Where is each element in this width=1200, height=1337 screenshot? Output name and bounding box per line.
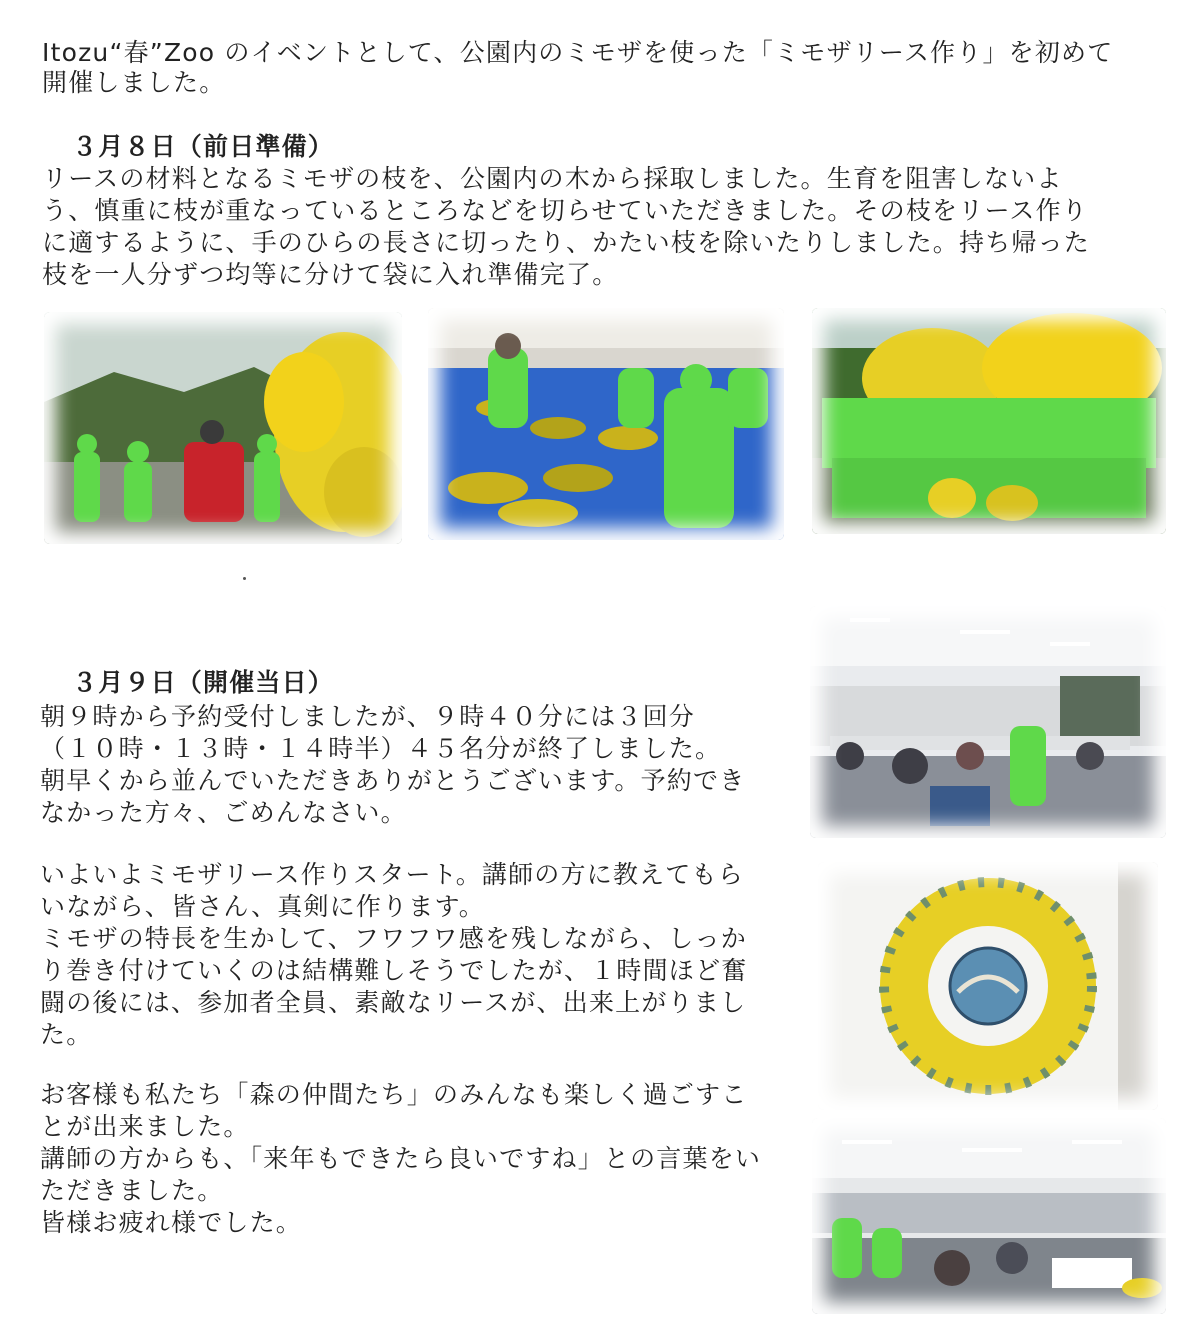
body-line: 枝を一人分ずつ均等に分けて袋に入れ準備完了。 <box>42 260 619 289</box>
intro-line: 開催しました。 <box>42 68 226 97</box>
section-heading-mar8: ３月８日（前日準備） <box>72 132 335 161</box>
photo-group-volunteers <box>812 308 1166 534</box>
body-line: とが出来ました。 <box>40 1112 250 1141</box>
body-line: う、慎重に枝が重なっているところなどを切らせていただきました。その枝をリース作り <box>42 196 1089 225</box>
body-line: 闘の後には、参加者全員、素敵なリースが、出来上がりまし <box>40 988 747 1017</box>
section-heading-mar9: ３月９日（開催当日） <box>72 668 335 697</box>
body-line: 講師の方からも、「来年もできたら良いですね」との言葉をい <box>40 1144 762 1173</box>
body-line: いながら、皆さん、真剣に作ります。 <box>40 892 485 921</box>
body-line: た。 <box>40 1020 93 1049</box>
body-line: 朝９時から予約受付しましたが、９時４０分には３回分 <box>40 702 696 731</box>
body-line: ただきました。 <box>40 1176 224 1205</box>
intro-line: Itozu“春”Zoo のイベントとして、公園内のミモザを使った「ミモザリース作り」を初めて <box>42 38 1114 67</box>
body-line: なかった方々、ごめんなさい。 <box>40 798 407 827</box>
photo-sorting-branches <box>428 308 784 540</box>
body-line: （１０時・１３時・１４時半）４５名分が終了しました。 <box>40 734 722 763</box>
photo-workshop-hall <box>810 606 1166 838</box>
body-line: り巻き付けていくのは結構難しそうでしたが、１時間ほど奮 <box>40 956 748 985</box>
scan-speck <box>243 577 246 580</box>
body-line: 朝早くから並んでいただきありがとうございます。予約でき <box>40 766 746 795</box>
body-line: 皆様お疲れ様でした。 <box>40 1208 303 1237</box>
photo-finished-wreath <box>818 862 1158 1110</box>
body-line: お客様も私たち「森の仲間たち」のみんなも楽しく過ごすこ <box>40 1080 748 1109</box>
body-line: いよいよミモザリース作りスタート。講師の方に教えてもら <box>40 860 744 889</box>
photo-participants-tables <box>812 1118 1166 1314</box>
body-line: に適するように、手のひらの長さに切ったり、かたい枝を除いたりしました。持ち帰った <box>42 228 1091 257</box>
body-line: ミモザの特長を生かして、フワフワ感を残しながら、しっか <box>40 924 747 953</box>
photo-harvesting-mimosa <box>44 312 402 544</box>
body-line: リースの材料となるミモザの枝を、公園内の木から採取しました。生育を阻害しないよ <box>42 164 1063 193</box>
